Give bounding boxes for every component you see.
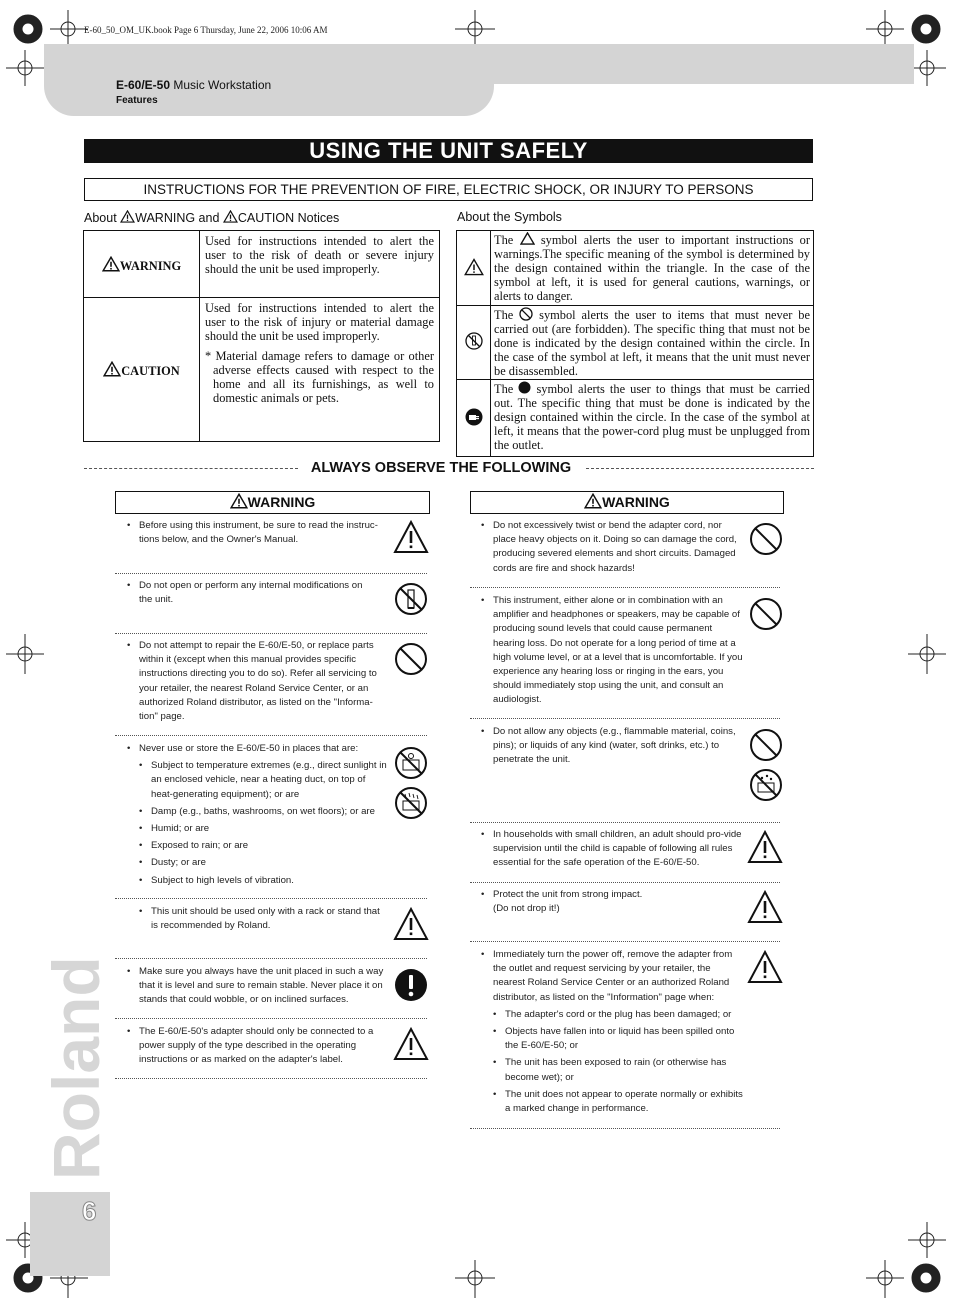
- warning-description: Used for instructions intended to alert the user to the risk of death or severe injury should the unit be used improperly.: [200, 231, 440, 298]
- right-warning-header: WARNING: [470, 491, 784, 514]
- sub-item: • Subject to temperature extremes (e.g., direct sunlight in an enclosed vehicle, near a heating duct, on top of heat-generating equipment); or are: [127, 759, 389, 802]
- caution-description: Used for instructions intended to alert the user to the risk of injury or material damage should the unit be used improperly. * Material damage refers to damage or other adverse effects caused with respect to the home and all its furnishings, as well to domestic animals or pets.: [200, 298, 440, 442]
- section-name: Features: [116, 95, 158, 106]
- sub-item: • The adapter's cord or the plug has been damaged; or: [481, 1008, 743, 1022]
- list-item: [127, 742, 389, 888]
- item-divider: [115, 633, 427, 634]
- no-damp-location-icon: [394, 786, 428, 820]
- page-title: USING THE UNIT SAFELY: [84, 139, 813, 163]
- prohibit-symbol-cell: [457, 306, 491, 380]
- warning-triangle-icon: [747, 890, 783, 924]
- list-item: [481, 888, 743, 916]
- sub-item: • The unit has been exposed to rain (or otherwise has become wet); or: [481, 1056, 743, 1084]
- warning-triangle-icon: [120, 210, 135, 223]
- sub-item: • The unit does not appear to operate normally or exhibits a marked change in performance.: [481, 1088, 743, 1116]
- divider-left: [84, 468, 298, 469]
- item-divider: [470, 882, 780, 883]
- prohibition-icon: [749, 522, 783, 556]
- no-high-temperature-icon: [394, 746, 428, 780]
- warning-triangle-icon: [223, 210, 238, 223]
- item-text: • Do not excessively twist or bend the adapter cord, nor place heavy objects on it. Doing so can damage the cord, producing severed elements and short circuits. Damaged cords are fire and shock hazards!: [481, 519, 743, 576]
- item-text: • Do not allow any objects (e.g., flammable material, coins, pins); or liquids of any kind (water, soft drinks, etc.) to penetrate the unit.: [481, 725, 743, 768]
- triangle-symbol-text: The symbol alerts the user to important instructions or warnings.The specific meaning of the symbol is determined by the design contained within the triangle. In the case of the symbol at left, it is used for general cautions, warnings, or alerts to danger.: [491, 231, 814, 306]
- sub-item: • Dusty; or are: [127, 856, 389, 870]
- list-item: [481, 725, 743, 768]
- item-text: • In households with small children, an adult should pro-vide supervision until the child is capable of following all rules essential for the safe operation of the E-60/E-50.: [481, 828, 743, 871]
- list-item: [127, 579, 377, 607]
- item-divider: [115, 1018, 427, 1019]
- item-text: • Make sure you always have the unit placed in such a way that it is level and sure to remain stable. Never place it on stands that could wobble, or on inclined surfaces.: [127, 965, 389, 1008]
- symbols-table: [456, 230, 814, 457]
- list-item: [481, 828, 743, 871]
- warning-label-cell: WARNING: [84, 231, 200, 298]
- warning-triangle-icon: [464, 258, 484, 276]
- warning-triangle-icon: [102, 256, 120, 272]
- item-extra: (Do not drop it!): [493, 903, 560, 915]
- warning-triangle-icon: [393, 907, 429, 941]
- list-item: [481, 519, 743, 576]
- item-text: • The E-60/E-50's adapter should only be connected to a power supply of the type described in the operating instructions or as marked on the adapter's label.: [127, 1025, 389, 1068]
- about-symbols-heading: About the Symbols: [457, 210, 562, 224]
- warning-triangle-icon: [584, 493, 602, 509]
- do-not-disassemble-icon: [394, 582, 428, 616]
- sub-item: • Damp (e.g., baths, washrooms, on wet floors); or are: [127, 805, 389, 819]
- item-text: • Before using this instrument, be sure to read the instruc-tions below, and the Owner's Manual.: [127, 519, 389, 547]
- item-divider: [470, 718, 780, 719]
- list-item: [127, 519, 389, 547]
- mandatory-action-icon: [394, 968, 428, 1002]
- item-text: • Do not open or perform any internal modifications on the unit.: [127, 579, 377, 607]
- item-divider: [470, 941, 780, 942]
- mandatory-circle-icon: [518, 381, 531, 394]
- page-number-box: [30, 1192, 110, 1276]
- prohibition-icon: [749, 728, 783, 762]
- item-text: • Protect the unit from strong impact.: [481, 888, 743, 902]
- page-number: 6: [82, 1196, 97, 1226]
- item-text: • Immediately turn the power off, remove the adapter from the outlet and request servicing by your retailer, the nearest Roland Service Center or an authorized Roland distributor, as listed on the "Information" page when:: [481, 948, 743, 1005]
- item-divider: [115, 735, 427, 736]
- warning-triangle-icon: [103, 361, 121, 377]
- unplug-icon: [464, 407, 484, 427]
- item-divider: [115, 1078, 427, 1079]
- item-divider: [115, 958, 427, 959]
- sub-item: • Exposed to rain; or are: [127, 839, 389, 853]
- sub-item: • Subject to high levels of vibration.: [127, 874, 389, 888]
- list-item: [127, 639, 389, 724]
- item-divider: [115, 898, 427, 899]
- prohibition-circle-icon: [519, 307, 533, 321]
- notices-table: [83, 230, 440, 442]
- no-liquids-icon: [749, 768, 783, 802]
- sub-item: • Objects have fallen into or liquid has been spilled onto the E-60/E-50; or: [481, 1025, 743, 1053]
- triangle-outline-icon: [520, 232, 535, 245]
- item-divider: [470, 587, 780, 588]
- caution-note: * Material damage refers to damage or other adverse effects caused with respect to the home and all its furnishings, as well to domestic animals or pets.: [205, 349, 434, 405]
- list-item: [127, 965, 389, 1008]
- prohibition-icon: [394, 642, 428, 676]
- warning-triangle-icon: [747, 830, 783, 864]
- about-notices-heading: About WARNING and CAUTION Notices: [84, 211, 340, 225]
- item-text: • Never use or store the E-60/E-50 in places that are:: [127, 742, 389, 756]
- warning-triangle-icon: [393, 1027, 429, 1061]
- divider-right: [586, 468, 814, 469]
- left-warning-header: WARNING: [115, 491, 430, 514]
- warning-triangle-icon: [230, 493, 248, 509]
- warning-triangle-icon: [747, 950, 783, 984]
- list-item: [481, 948, 743, 1116]
- item-text: • This unit should be used only with a rack or stand that is recommended by Roland.: [127, 905, 389, 933]
- mandatory-symbol-text: The symbol alerts the user to things that must be carried out. The specific thing that must be done is indicated by the design contained within the circle. In the case of the symbol at left, it means that the power-cord plug must be unplugged from the outlet.: [491, 380, 814, 457]
- always-observe-heading: ALWAYS OBSERVE THE FOLLOWING: [300, 460, 582, 476]
- list-item: [127, 1025, 389, 1068]
- file-header: E-60_50_OM_UK.book Page 6 Thursday, June 22, 2006 10:06 AM: [84, 25, 328, 35]
- list-item: [481, 594, 743, 708]
- item-text: • Do not attempt to repair the E-60/E-50, or replace parts within it (except when this manual provides specific instructions directing you to do so). Refer all servicing to your retailer, the nearest Roland Service Center, or an authorized Roland distributor, as listed on the "Informa-tion" page.: [127, 639, 389, 724]
- list-item: [127, 905, 389, 933]
- prohibit-symbol-text: The symbol alerts the user to items that must never be carried out (are forbidden). The specific thing that must not be done is indicated by the design contained within the circle. In the case of the symbol at left, it means that the unit must never be disassembled.: [491, 306, 814, 380]
- prohibition-icon: [749, 597, 783, 631]
- page-subtitle: INSTRUCTIONS FOR THE PREVENTION OF FIRE, ELECTRIC SHOCK, OR INJURY TO PERSONS: [84, 178, 813, 201]
- item-divider: [115, 573, 427, 574]
- item-text: • This instrument, either alone or in combination with an amplifier and headphones or speakers, may be capable of producing sound levels that could cause permanent hearing loss. Do not operate for a long period of time at a high volume level, or at a level that is uncomfortable. If you experience any hearing loss or ringing in the ears, you should immediately stop using the unit, and consult an audiologist.: [481, 594, 743, 708]
- item-divider: [470, 822, 780, 823]
- item-divider: [470, 1128, 780, 1129]
- triangle-symbol-cell: [457, 231, 491, 306]
- brand-watermark: Roland: [39, 956, 113, 1180]
- sub-item: • Humid; or are: [127, 822, 389, 836]
- do-not-disassemble-icon: [464, 331, 484, 351]
- caution-label-cell: CAUTION: [84, 298, 200, 442]
- mandatory-symbol-cell: [457, 380, 491, 457]
- warning-triangle-icon: [393, 520, 429, 554]
- product-name: E-60/E-50 Music Workstation: [116, 78, 272, 92]
